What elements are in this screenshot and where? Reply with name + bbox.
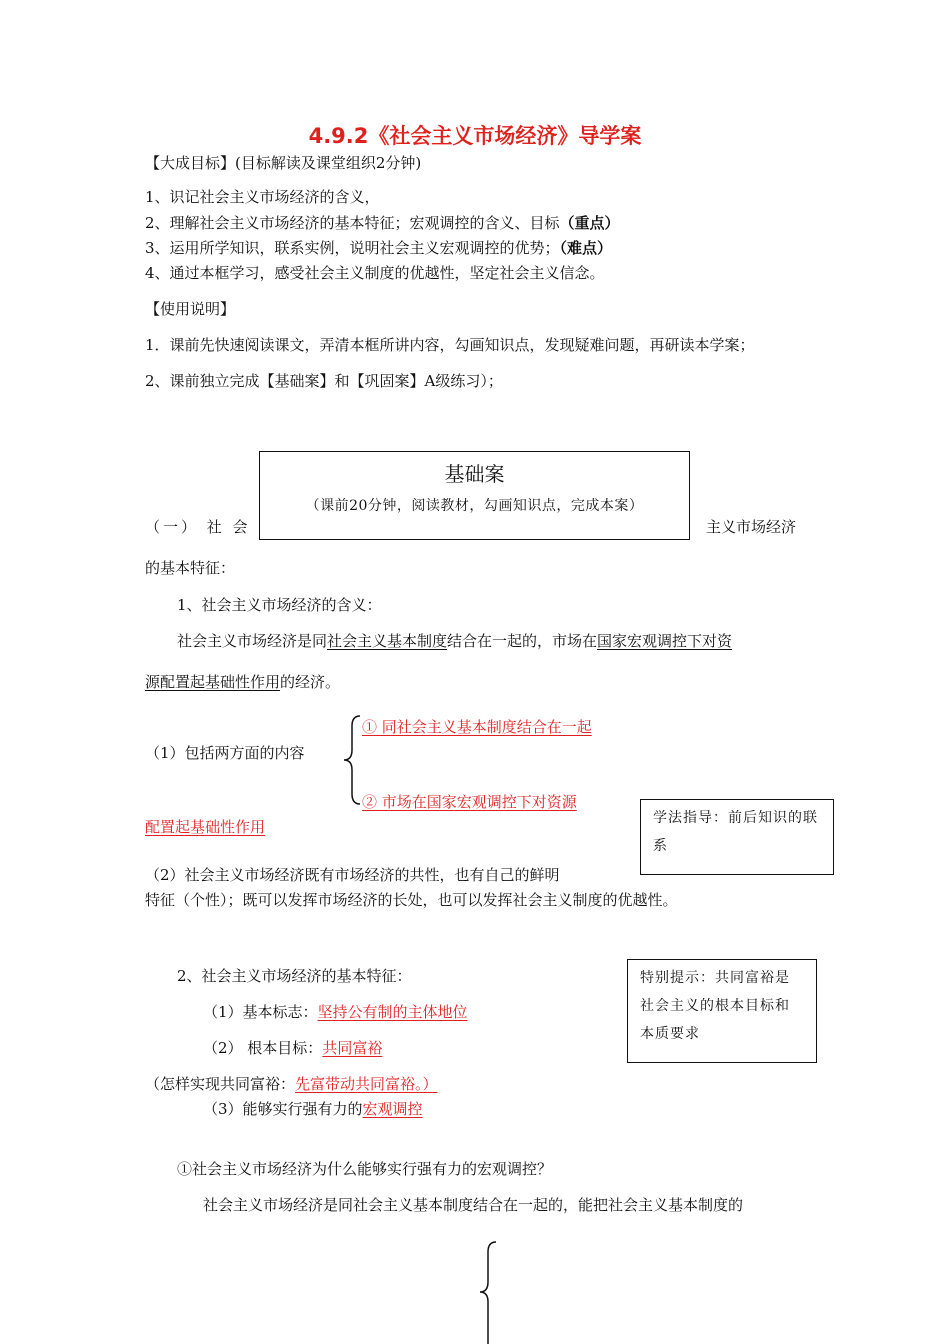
key-point-tag: （重点）	[559, 214, 620, 232]
feature-2: （2） 根本目标：共同富裕	[203, 1039, 383, 1057]
jichu-box-title: 基础案	[444, 462, 505, 486]
goal-item-4: 4、通过本框学习，感受社会主义制度的优越性，坚定社会主义信念。	[145, 264, 605, 282]
point2-line-1: （2）社会主义市场经济既有市场经济的共性，也有自己的鲜明	[145, 866, 560, 884]
aspect-answer-1: ① 同社会主义基本制度结合在一起	[362, 718, 592, 736]
blank-answer: 共同富裕	[322, 1039, 383, 1057]
goal-item-3: 3、运用所学知识，联系实例，说明社会主义宏观调控的优势；（难点）	[145, 239, 613, 257]
answer-line: 社会主义市场经济是同社会主义基本制度结合在一起的，能把社会主义基本制度的	[203, 1196, 744, 1214]
goal-item-2: 2、理解社会主义市场经济的基本特征；宏观调控的含义、目标（重点）	[145, 214, 620, 232]
question: ①社会主义市场经济为什么能够实行强有力的宏观调控？	[177, 1160, 553, 1178]
goal-item-1: 1、识记社会主义市场经济的含义，	[145, 188, 380, 206]
blank-answer: 宏观调控	[362, 1100, 423, 1118]
features-header: 2、社会主义市场经济的基本特征：	[177, 967, 412, 985]
blank-answer: 社会主义基本制度	[327, 632, 448, 650]
usage-line-2: 2、课前独立完成【基础案】和【巩固案】A级练习）；	[145, 372, 503, 390]
feature-3: （3）能够实行强有力的宏观调控	[203, 1100, 423, 1118]
section1-left: （一） 社 会	[145, 518, 251, 536]
jichu-box	[259, 451, 690, 540]
aspect-answer-2-cont: 配置起基础性作用	[145, 818, 266, 836]
goals-header: 【大成目标】(目标解读及课堂组织2分钟)	[145, 154, 422, 172]
section1-right: 主义市场经济	[706, 518, 797, 536]
two-aspects-label: （1）包括两方面的内容	[145, 744, 305, 762]
usage-line-1: 1．课前先快速阅读课文，弄清本框所讲内容，勾画知识点，发现疑难问题，再研读本学案；	[145, 336, 755, 354]
feature-1: （1）基本标志：坚持公有制的主体地位	[203, 1003, 468, 1021]
brace-icon	[476, 1240, 498, 1344]
difficult-point-tag: （难点）	[559, 239, 613, 257]
page-title: 4.9.2《社会主义市场经济》导学案	[308, 124, 642, 148]
blank-answer: 坚持公有制的主体地位	[317, 1003, 468, 1021]
usage-header: 【使用说明】	[145, 300, 236, 318]
study-tip-text: 学法指导：前后知识的联系	[653, 810, 818, 854]
jichu-box-subtitle: （课前20分钟，阅读教材，勾画知识点，完成本案）	[305, 498, 644, 514]
special-tip-text: 特别提示：共同富裕是社会主义的根本目标和本质要求	[640, 970, 790, 1042]
meaning-header: 1、社会主义市场经济的含义：	[177, 596, 382, 614]
special-tip-box	[627, 959, 817, 1063]
blank-answer: 先富带动共同富裕。）	[295, 1075, 438, 1093]
point2-line-2: 特征（个性）；既可以发挥市场经济的长处，也可以发挥社会主义制度的优越性。	[145, 891, 678, 909]
blank-answer: 源配置起基础性作用	[145, 673, 281, 691]
study-tip-box	[640, 799, 834, 875]
feature-2-how: （怎样实现共同富裕：先富带动共同富裕。）	[145, 1075, 438, 1093]
meaning-line-2: 源配置起基础性作用的经济。	[145, 673, 341, 691]
meaning-line-1: 社会主义市场经济是同社会主义基本制度结合在一起的，市场在国家宏观调控下对资	[177, 632, 733, 650]
blank-answer: 国家宏观调控下对资	[597, 632, 733, 650]
aspect-answer-2: ② 市场在国家宏观调控下对资源	[362, 793, 577, 811]
brace-icon	[340, 714, 362, 806]
section1-cont: 的基本特征：	[145, 559, 236, 577]
